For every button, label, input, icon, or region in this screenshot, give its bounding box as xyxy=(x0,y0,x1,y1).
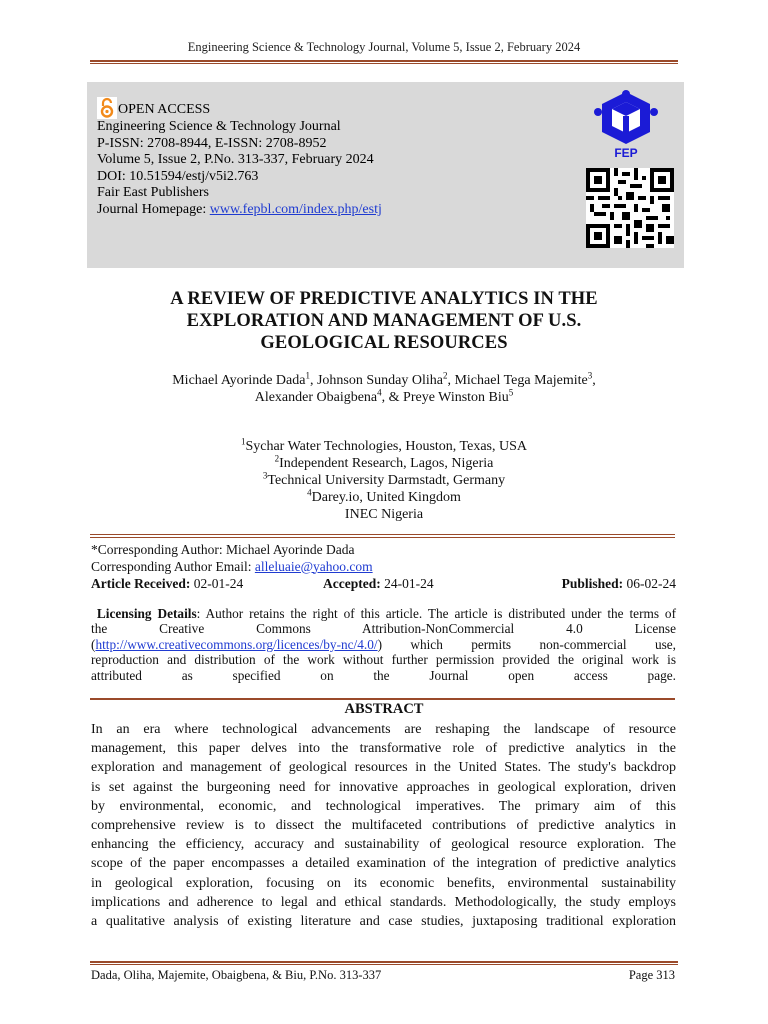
header-rule-thin xyxy=(90,63,678,64)
author-sep: , xyxy=(592,373,596,388)
accepted-value: 24-01-24 xyxy=(380,576,434,591)
abstract-rule xyxy=(90,698,675,700)
article-dates xyxy=(91,576,676,593)
author-sep: , & xyxy=(381,390,404,405)
abstract-line: implications and adherence to legal and ethical standards. Methodologically, the study employs xyxy=(91,894,676,910)
abstract-line: a qualitative analysis of existing literature and case studies, juxtaposing traditional exploration xyxy=(91,914,676,930)
received-value: 02-01-24 xyxy=(190,576,244,591)
accepted-date xyxy=(323,576,434,592)
open-access-label: OPEN ACCESS xyxy=(118,102,211,118)
fep-logo-icon xyxy=(590,88,662,160)
open-access-row xyxy=(97,97,382,119)
published-value: 06-02-24 xyxy=(623,576,676,591)
issn: P-ISSN: 2708-8944, E-ISSN: 2708-8952 xyxy=(97,135,327,151)
received-date xyxy=(91,576,243,592)
abstract-line: by environmental, economic, and technological imperatives. The primary aim of this xyxy=(91,798,676,814)
licensing-text: : Author retains the right of this article. The article is distributed under the terms of xyxy=(196,606,676,621)
affiliation-list xyxy=(150,438,618,523)
journal-name: Engineering Science & Technology Journal xyxy=(97,119,341,134)
abstract-body xyxy=(91,720,676,931)
abstract-line: management, this paper delves into the transformative role of predictive analytics in the xyxy=(91,741,676,757)
affiliation-sup: 3 xyxy=(262,470,268,481)
affiliation-text: INEC Nigeria xyxy=(344,507,424,522)
licensing-details xyxy=(91,606,676,683)
affiliation-sup: 1 xyxy=(240,436,246,447)
abstract-line: comprehensive review is to dissect the multifaceted contributions of predictive analytics in xyxy=(91,818,676,834)
author-list xyxy=(110,372,658,406)
corresponding-info xyxy=(91,542,373,575)
corresponding-author: *Corresponding Author: Michael Ayorinde Dada xyxy=(91,542,355,557)
qr-code-icon xyxy=(586,168,674,248)
footer-rule-thin xyxy=(90,964,678,965)
open-access-icon xyxy=(97,97,117,119)
affiliation-text: Technical University Darmstadt, Germany xyxy=(267,473,506,488)
author-name: Michael Ayorinde Dada xyxy=(172,373,306,388)
licensing-label: Licensing Details xyxy=(96,606,197,621)
footer-authors: Dada, Oliha, Majemite, Obaigbena, & Biu, P.No. 313-337 xyxy=(91,968,382,982)
author-affil-sup: 3 xyxy=(587,370,593,381)
author-name: Michael Tega Majemite xyxy=(454,373,588,388)
affiliation xyxy=(150,438,618,455)
paper-title xyxy=(120,288,648,354)
abstract-line: scope of the paper encompasses a detailed examination of the integration of predictive analytics xyxy=(91,856,676,872)
homepage-row xyxy=(97,202,382,219)
volume-issue: Volume 5, Issue 2, P.No. 313-337, February 2024 xyxy=(97,152,374,168)
running-head: Engineering Science & Technology Journal, Volume 5, Issue 2, February 2024 xyxy=(187,40,581,54)
header-rule xyxy=(90,60,678,62)
title-line: EXPLORATION AND MANAGEMENT OF U.S. xyxy=(186,311,582,331)
homepage-link[interactable]: www.fepbl.com/index.php/estj xyxy=(209,201,382,217)
author-name: Alexander Obaigbena xyxy=(254,390,378,405)
author-affil-sup: 1 xyxy=(305,370,310,381)
title-line: GEOLOGICAL RESOURCES xyxy=(260,333,508,353)
licensing-text: ( xyxy=(91,636,96,652)
author-affil-sup: 4 xyxy=(377,387,382,398)
section-rule xyxy=(90,534,675,535)
affiliation xyxy=(150,489,618,506)
abstract-heading: ABSTRACT xyxy=(344,701,424,717)
affiliation xyxy=(150,472,618,489)
affiliation-sup: 4 xyxy=(307,487,312,498)
doi: DOI: 10.51594/estj/v5i2.763 xyxy=(97,168,259,184)
homepage-label: Journal Homepage: xyxy=(97,201,210,217)
licensing-text: reproduction and distribution of the work without further permission provided the original work is xyxy=(91,652,676,668)
author-affil-sup: 5 xyxy=(508,387,514,398)
title-line: A REVIEW OF PREDICTIVE ANALYTICS IN THE xyxy=(170,289,598,309)
author-sep: , xyxy=(447,373,455,388)
author-name: Preye Winston Biu xyxy=(403,390,509,405)
publisher: Fair East Publishers xyxy=(97,185,209,201)
author-affil-sup: 2 xyxy=(442,370,448,381)
affiliation-text: Sychar Water Technologies, Houston, Texas, USA xyxy=(245,439,528,454)
license-link[interactable]: http://www.creativecommons.org/licences/by-nc/4.0/ xyxy=(95,636,378,652)
corresponding-email-label: Corresponding Author Email: xyxy=(91,558,255,574)
published-date xyxy=(562,576,676,592)
corresponding-email-link[interactable]: alleluaie@yahoo.com xyxy=(254,558,373,574)
footer-rule xyxy=(90,961,678,963)
abstract-line: In an era where technological advancements are reshaping the landscape of resource xyxy=(91,722,676,737)
licensing-text: ) which permits non-commercial use, xyxy=(377,636,676,652)
affiliation-text: Darey.io, United Kingdom xyxy=(311,490,461,505)
abstract-line: is set against the burgeoning need for innovative approaches in geological exploration, driven xyxy=(91,779,676,795)
affiliation xyxy=(150,506,618,523)
abstract-line: enhancing the efficiency, accuracy and sustainability of geological resource exploration. The xyxy=(91,837,676,853)
published-label: Published: xyxy=(561,576,624,591)
affiliation-text: Independent Research, Lagos, Nigeria xyxy=(279,456,494,471)
section-rule-thin xyxy=(90,537,675,538)
licensing-text: attributed as specified on the Journal open access page. xyxy=(91,667,676,683)
accepted-label: Accepted: xyxy=(323,576,381,591)
author-name: Johnson Sunday Oliha xyxy=(316,373,443,388)
page-number: Page 313 xyxy=(628,968,675,982)
fep-logo-text: FEP xyxy=(614,146,638,160)
author-sep: , xyxy=(309,373,317,388)
affiliation-sup: 2 xyxy=(274,453,280,464)
affiliation xyxy=(150,455,618,472)
abstract-line: in geological exploration, focusing on its economic benefits, environmental sustainability xyxy=(91,875,676,891)
journal-info xyxy=(97,97,382,219)
abstract-line: exploration and management of geological resources in the United States. The study's backdrop xyxy=(91,760,676,776)
licensing-text: the Creative Commons Attribution-NonCommercial 4.0 License xyxy=(91,621,676,637)
received-label: Article Received: xyxy=(91,576,191,591)
